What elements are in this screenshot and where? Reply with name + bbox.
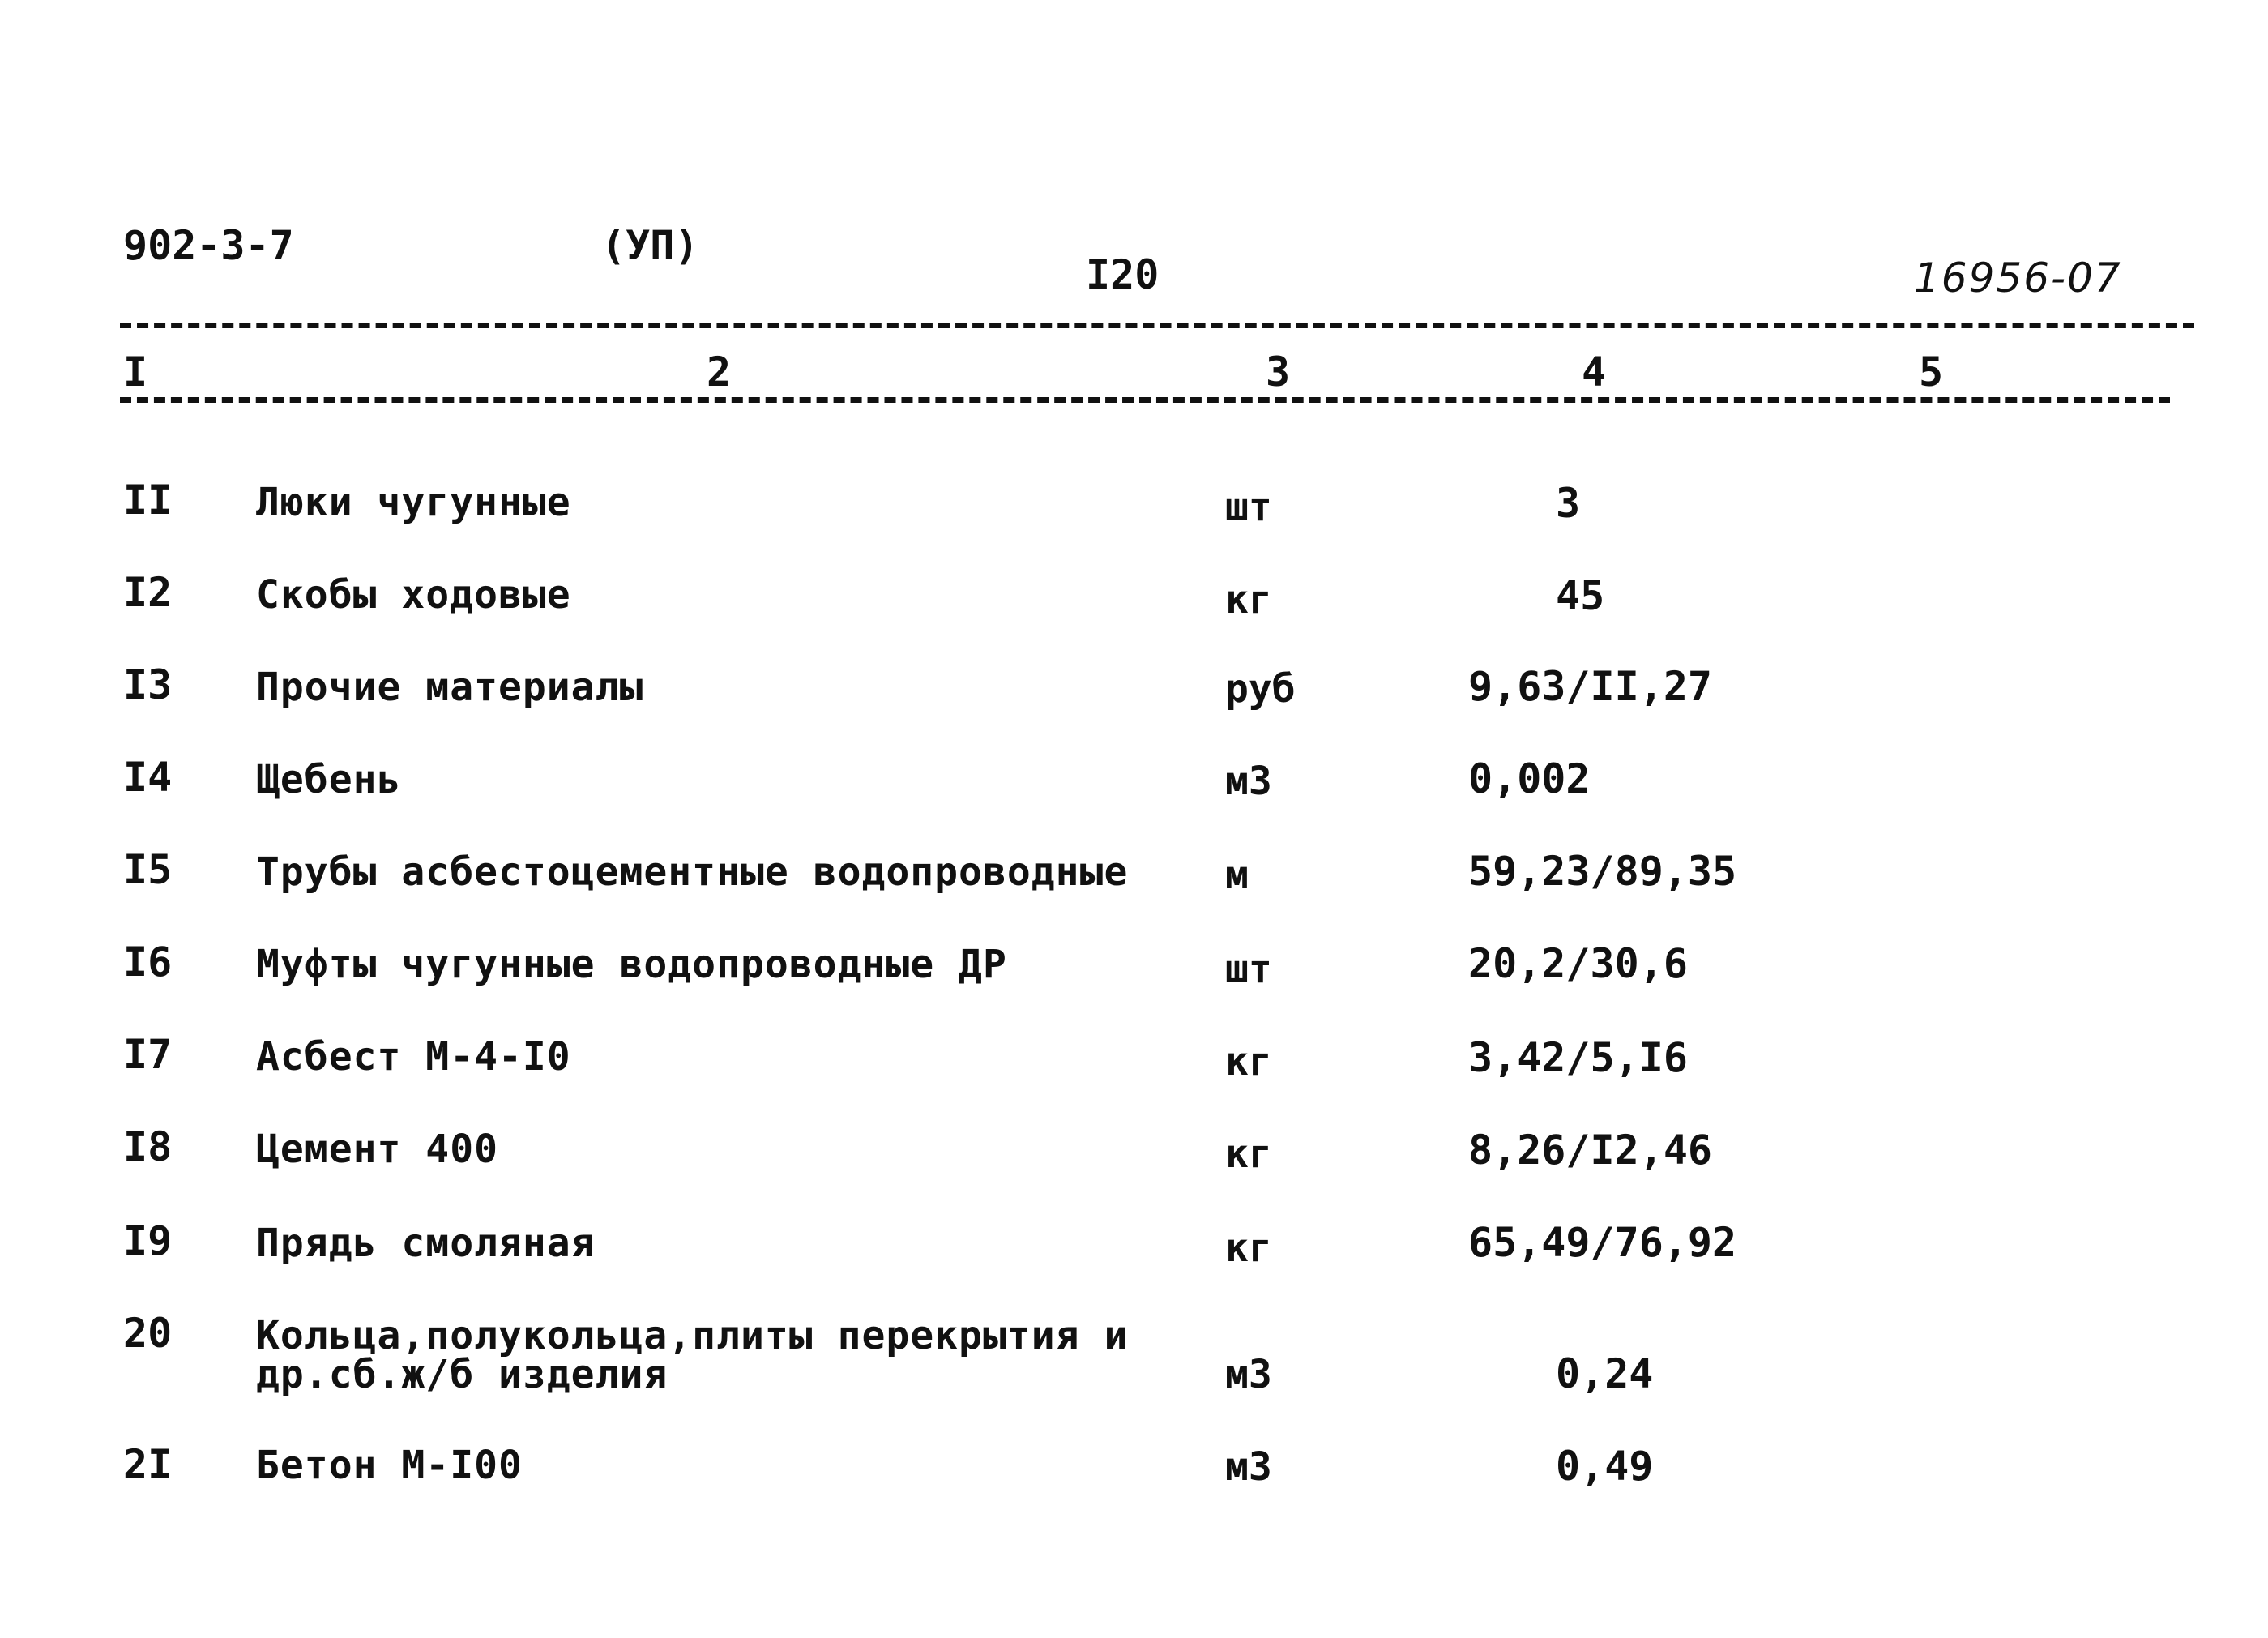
- row-name: Асбест М-4-I0: [256, 1034, 571, 1080]
- document-mark: (УП): [601, 222, 699, 269]
- row-quantity: 3,42/5,I6: [1468, 1034, 1688, 1081]
- row-name: Люки чугунные: [256, 480, 571, 525]
- row-unit: м3: [1225, 1444, 1272, 1490]
- row-name: Прядь смоляная: [256, 1221, 596, 1266]
- column-number-4: 4: [1582, 349, 1607, 396]
- row-number: I5: [123, 846, 173, 893]
- header-dashed-rule: [120, 397, 2170, 403]
- row-number: I3: [123, 661, 173, 708]
- row-name: Кольца,полукольца,плиты перекрытия и др.сб.ж/б изделия: [256, 1313, 1129, 1397]
- row-quantity: 0,24: [1556, 1350, 1654, 1397]
- row-quantity: 65,49/76,92: [1468, 1219, 1737, 1266]
- row-name: Муфты чугунные водопроводные ДР: [256, 942, 1007, 987]
- row-unit: м3: [1225, 759, 1272, 804]
- row-unit: кг: [1225, 1039, 1272, 1084]
- row-name: Щебень: [256, 757, 402, 802]
- row-unit: м3: [1225, 1352, 1272, 1397]
- row-unit: шт: [1225, 947, 1272, 992]
- row-quantity: 45: [1556, 572, 1605, 619]
- row-name: Бетон М-I00: [256, 1443, 523, 1488]
- row-quantity: 0,002: [1468, 755, 1591, 802]
- page-number: I20: [1086, 251, 1160, 298]
- row-name: Прочие материалы: [256, 665, 644, 710]
- reference-number: 16956-07: [1914, 254, 2122, 302]
- row-unit: кг: [1225, 1225, 1272, 1271]
- row-unit: кг: [1225, 1131, 1272, 1177]
- row-unit: шт: [1225, 485, 1272, 530]
- column-number-5: 5: [1919, 349, 1944, 396]
- top-dashed-rule: [120, 323, 2194, 328]
- row-name: Цемент 400: [256, 1127, 498, 1172]
- row-quantity: 9,63/II,27: [1468, 663, 1713, 710]
- row-quantity: 0,49: [1556, 1443, 1654, 1490]
- row-unit: кг: [1225, 577, 1272, 622]
- row-number: II: [123, 477, 173, 524]
- row-name: Скобы ходовые: [256, 572, 571, 618]
- column-number-1: I: [123, 349, 148, 396]
- row-number: I9: [123, 1217, 173, 1264]
- row-number: I2: [123, 569, 173, 616]
- row-quantity: 20,2/30,6: [1468, 940, 1688, 987]
- row-name: Трубы асбестоцементные водопроводные: [256, 849, 1129, 895]
- row-number: 20: [123, 1310, 173, 1357]
- row-number: I8: [123, 1123, 173, 1170]
- row-number: I6: [123, 939, 173, 986]
- row-quantity: 3: [1556, 480, 1581, 527]
- column-number-3: 3: [1266, 349, 1291, 396]
- row-number: I4: [123, 754, 173, 801]
- row-number: I7: [123, 1031, 173, 1078]
- row-unit: руб: [1225, 666, 1296, 712]
- row-number: 2I: [123, 1441, 173, 1488]
- document-code: 902-3-7: [123, 222, 294, 269]
- row-quantity: 8,26/I2,46: [1468, 1127, 1713, 1174]
- row-unit: м: [1225, 853, 1249, 898]
- row-quantity: 59,23/89,35: [1468, 848, 1737, 895]
- column-number-2: 2: [707, 349, 732, 396]
